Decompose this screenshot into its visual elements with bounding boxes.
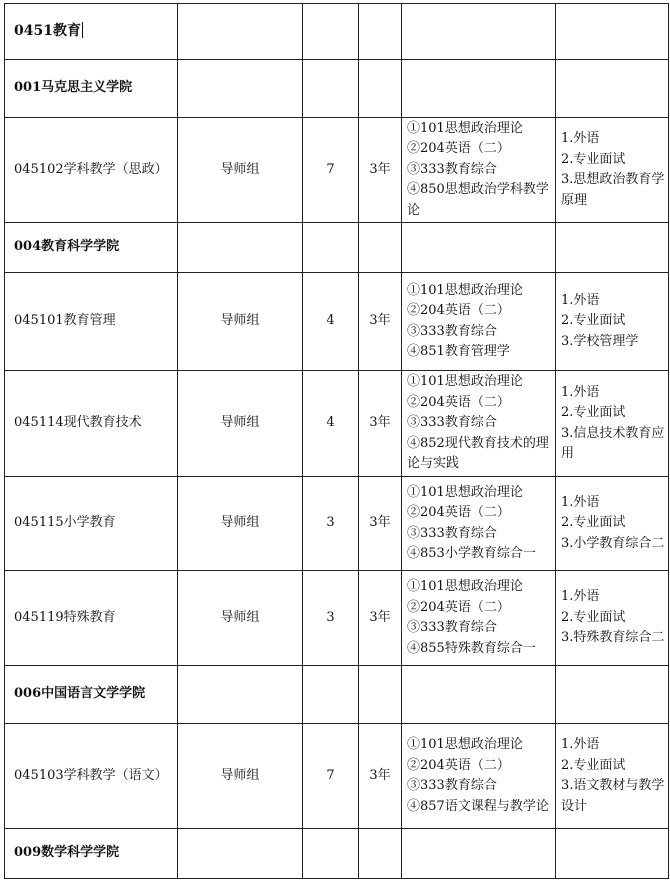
exam-subjects-cell (402, 477, 556, 571)
table-row (5, 724, 669, 829)
quota-cell: 7 (303, 724, 359, 829)
retest-cell (556, 724, 669, 829)
retest-cell (556, 273, 669, 371)
table-row (5, 118, 669, 223)
retest-item: 2.专业面试 (561, 515, 626, 531)
exam-subject: ③333教育综合 (407, 620, 497, 635)
retest-item: 3.语文教材与教学设计 (561, 778, 665, 814)
exam-subjects-cell (402, 371, 556, 477)
exam-subject: ④855特殊教育综合一 (407, 640, 536, 656)
major-cell: 045101教育管理 (5, 273, 178, 371)
college-name: 001马克思主义学院 (14, 80, 133, 96)
table-row (5, 273, 669, 371)
text-cursor (82, 22, 83, 38)
exam-subject: ④857语文课程与教学论 (407, 798, 549, 814)
exam-subject: ③333教育综合 (407, 778, 497, 793)
quota-cell: 7 (303, 118, 359, 223)
retest-item: 3.小学教育综合二 (561, 535, 665, 551)
exam-subject: ④851教育管理学 (407, 344, 510, 359)
college-cell (5, 60, 178, 118)
exam-subject: ①101思想政治理论 (407, 484, 523, 500)
advisor-cell: 导师组 (178, 477, 303, 571)
table-row (5, 571, 669, 666)
quota-cell: 3 (303, 477, 359, 571)
exam-subject: ④850思想政治学科教学论 (407, 182, 549, 218)
exam-subject: ①101思想政治理论 (407, 737, 523, 752)
retest-item: 2.专业面试 (561, 757, 626, 773)
exam-subject: ①101思想政治理论 (407, 282, 523, 298)
retest-item: 3.特殊教育综合二 (561, 630, 665, 646)
exam-subjects-cell (402, 273, 556, 371)
advisor-cell: 导师组 (178, 118, 303, 223)
college-name: 004教育科学学院 (14, 239, 120, 255)
quota-cell: 3 (303, 571, 359, 666)
exam-subject: ①101思想政治理论 (407, 120, 523, 136)
retest-cell (556, 571, 669, 666)
retest-cell (556, 371, 669, 477)
duration-cell: 3年 (359, 571, 402, 666)
retest-item: 2.专业面试 (561, 405, 626, 420)
major-cell: 045102学科教学（思政） (5, 118, 178, 223)
table-row (5, 666, 669, 724)
exam-subject: ②204英语（二） (407, 505, 510, 520)
exam-subject: ①101思想政治理论 (407, 579, 523, 594)
retest-item: 1.外语 (561, 131, 600, 146)
discipline-label: 0451教育 (14, 22, 81, 39)
retest-cell (556, 118, 669, 223)
retest-item: 1.外语 (561, 737, 600, 752)
retest-item: 1.外语 (561, 384, 600, 400)
discipline-cell (5, 4, 178, 60)
exam-subject: ②204英语（二） (407, 757, 510, 773)
advisor-cell: 导师组 (178, 724, 303, 829)
table-row (5, 371, 669, 477)
duration-cell: 3年 (359, 477, 402, 571)
retest-item: 2.专业面试 (561, 151, 626, 167)
exam-subjects-cell (402, 118, 556, 223)
table-row (5, 829, 669, 879)
duration-cell: 3年 (359, 724, 402, 829)
major-cell: 045103学科教学（语文） (5, 724, 178, 829)
college-cell (5, 829, 178, 879)
retest-item: 1.外语 (561, 494, 600, 510)
duration-cell: 3年 (359, 273, 402, 371)
admissions-table (4, 3, 669, 879)
exam-subject: ④852现代教育技术的理论与实践 (407, 435, 549, 472)
major-cell: 045114现代教育技术 (5, 371, 178, 477)
college-name: 006中国语言文学学院 (14, 686, 146, 702)
college-cell (5, 666, 178, 724)
advisor-cell: 导师组 (178, 273, 303, 371)
retest-item: 3.信息技术教育应用 (561, 425, 665, 461)
retest-item: 3.学校管理学 (561, 333, 639, 349)
exam-subject: ②204英语（二） (407, 303, 510, 318)
college-name: 009数学科学学院 (14, 845, 120, 861)
table-row (5, 477, 669, 571)
exam-subject: ④853小学教育综合一 (407, 546, 536, 561)
retest-item: 1.外语 (561, 589, 600, 605)
exam-subjects-cell (402, 724, 556, 829)
table-row (5, 60, 669, 118)
exam-subject: ③333教育综合 (407, 323, 497, 339)
exam-subject: ②204英语（二） (407, 394, 510, 410)
duration-cell: 3年 (359, 371, 402, 477)
retest-cell (556, 477, 669, 571)
advisor-cell: 导师组 (178, 371, 303, 477)
quota-cell: 4 (303, 273, 359, 371)
exam-subject: ③333教育综合 (407, 525, 497, 541)
table-row (5, 4, 669, 60)
exam-subject: ①101思想政治理论 (407, 374, 523, 390)
retest-item: 1.外语 (561, 292, 600, 308)
exam-subject: ②204英语（二） (407, 141, 510, 157)
retest-item: 3.思想政治教育学原理 (561, 172, 665, 208)
retest-item: 2.专业面试 (561, 313, 626, 329)
retest-item: 2.专业面试 (561, 609, 626, 625)
exam-subject: ③333教育综合 (407, 161, 497, 177)
major-cell: 045119特殊教育 (5, 571, 178, 666)
duration-cell: 3年 (359, 118, 402, 223)
quota-cell: 4 (303, 371, 359, 477)
major-cell: 045115小学教育 (5, 477, 178, 571)
college-cell (5, 223, 178, 273)
advisor-cell: 导师组 (178, 571, 303, 666)
table-row (5, 223, 669, 273)
exam-subjects-cell (402, 571, 556, 666)
exam-subject: ②204英语（二） (407, 599, 510, 615)
exam-subject: ③333教育综合 (407, 415, 497, 431)
